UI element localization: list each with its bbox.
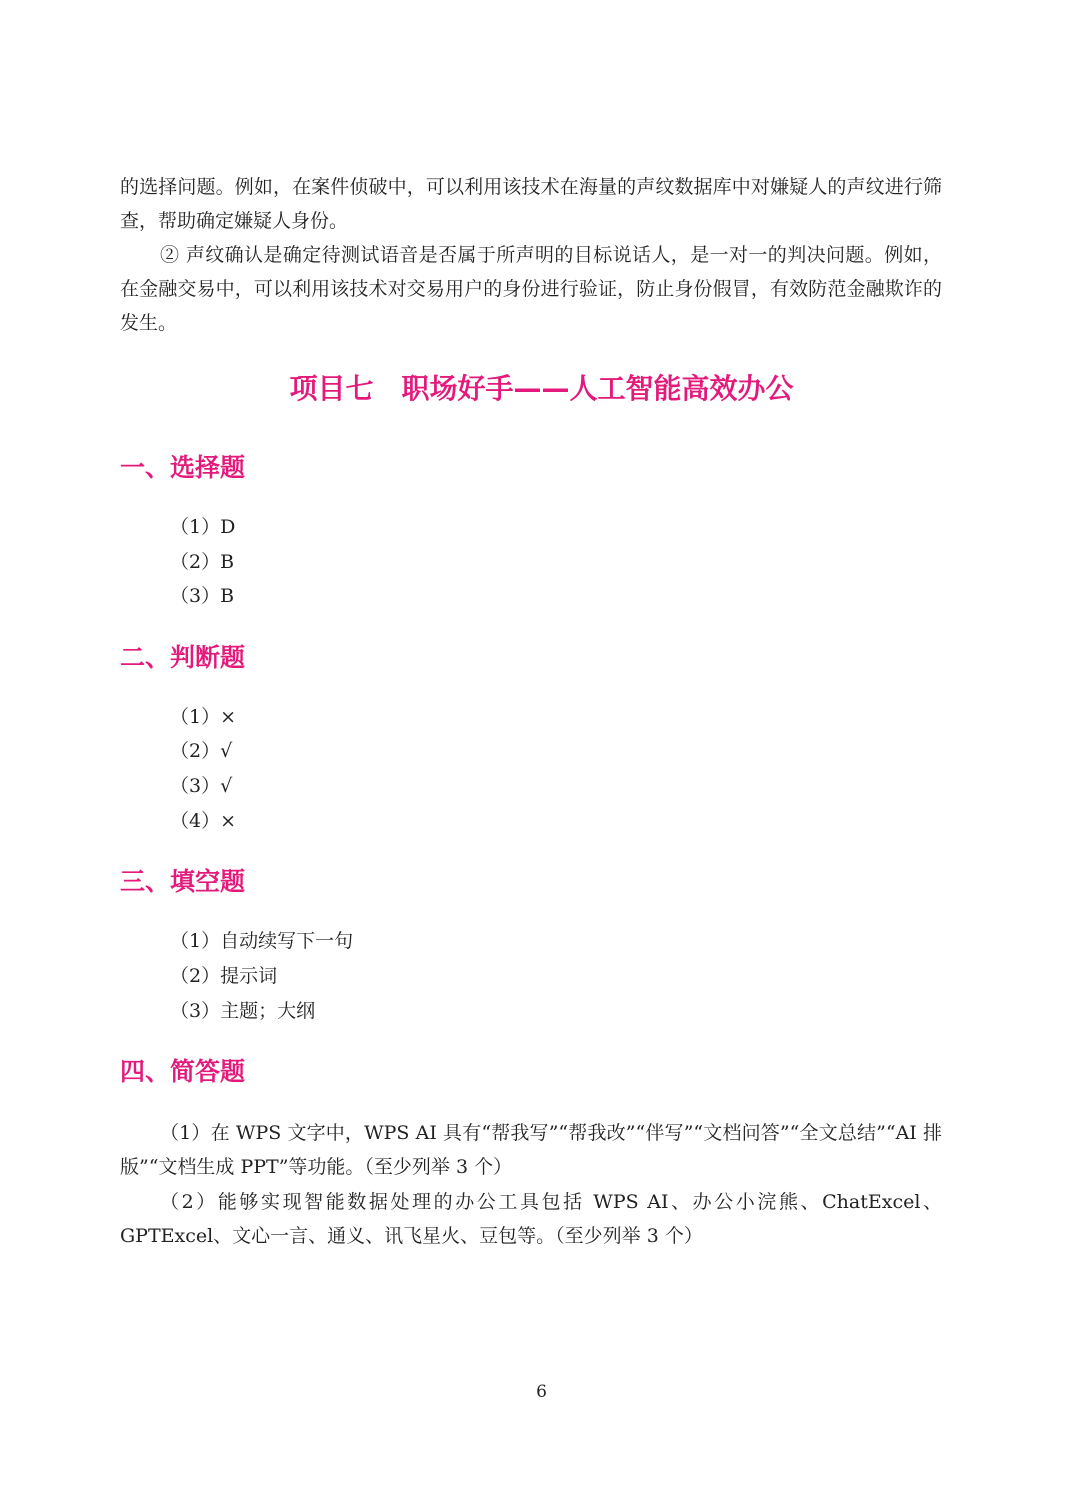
judgment-answer-3: （3）√: [170, 775, 233, 797]
section-heading-short-answer: 四、简答题: [120, 1057, 246, 1086]
choice-answer-1: （1）D: [170, 516, 236, 538]
intro-paragraph-1: 的选择问题。例如，在案件侦破中，可以利用该技术在海量的声纹数据库中对嫌疑人的声纹进行筛查，帮助确定嫌疑人身份。: [120, 176, 942, 232]
choice-answer-2: （2）B: [170, 551, 235, 573]
section-heading-choice: 一、选择题: [120, 453, 246, 482]
judgment-answer-2: （2）√: [170, 740, 233, 762]
intro-paragraph-2: ② 声纹确认是确定待测试语音是否属于所声明的目标说话人，是一对一的判决问题。例如，在金融交易中，可以利用该技术对交易用户的身份进行验证，防止身份假冒，有效防范金融欺诈的发生。: [120, 244, 942, 334]
choice-answer-3: （3）B: [170, 585, 235, 607]
judgment-answer-4: （4）×: [170, 810, 237, 832]
fill-blank-answer-3: （3）主题；大纲: [170, 1000, 316, 1022]
project-title: 项目七 职场好手——人工智能高效办公: [289, 372, 794, 405]
judgment-answer-1: （1）×: [170, 706, 237, 728]
short-answer-paragraph-2: （2）能够实现智能数据处理的办公工具包括 WPS AI、办公小浣熊、ChatExcel、GPTExcel、文心一言、通义、讯飞星火、豆包等。（至少列举 3 个）: [120, 1191, 942, 1247]
section-heading-judgment: 二、判断题: [120, 643, 246, 672]
section-heading-fill-blank: 三、填空题: [120, 867, 246, 896]
fill-blank-answer-1: （1）自动续写下一句: [170, 930, 354, 952]
page-number: 6: [536, 1382, 547, 1402]
short-answer-paragraph-1: （1）在 WPS 文字中，WPS AI 具有“帮我写”“帮我改”“伴写”“文档问答”“全文总结”“AI 排版”“文档生成 PPT”等功能。（至少列举 3 个）: [120, 1122, 942, 1178]
fill-blank-answer-2: （2）提示词: [170, 965, 278, 987]
